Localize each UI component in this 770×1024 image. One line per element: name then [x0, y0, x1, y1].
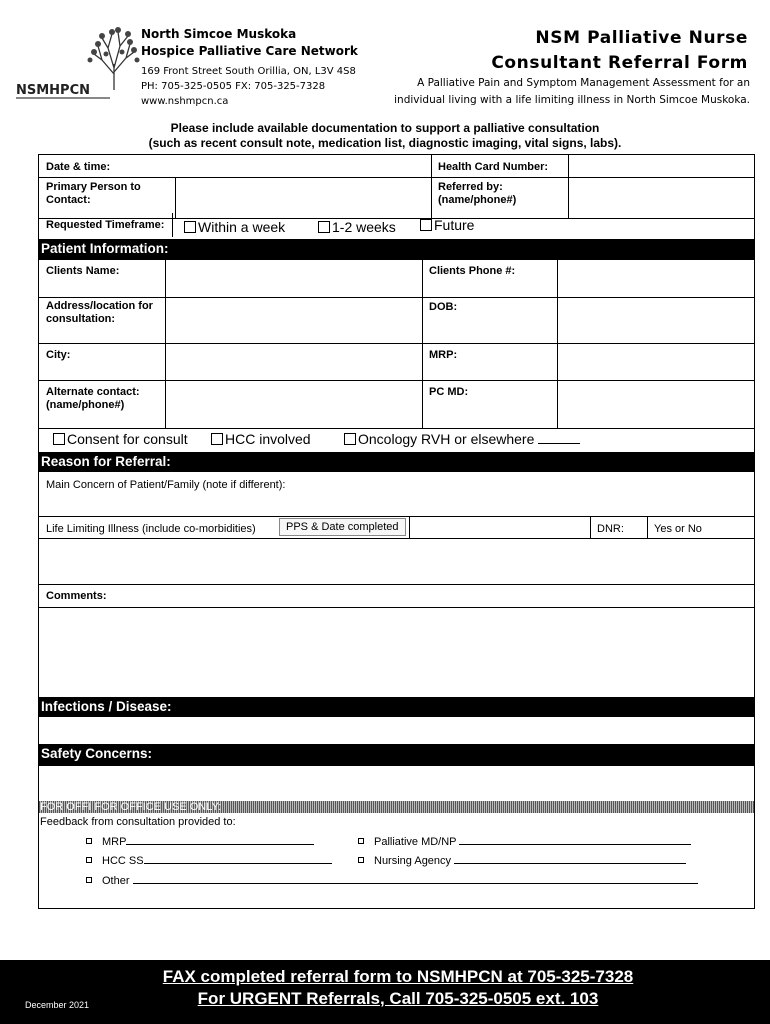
footer-banner	[0, 960, 770, 1024]
office-use-only-header: FOR OFFI FOR OFFICE USE ONLY:	[39, 801, 754, 813]
feedback-hcc-ss[interactable]: HCC SS	[86, 854, 332, 868]
nsmhpcn-logo	[14, 24, 140, 104]
logo-wordmark: NSMHPCN	[16, 83, 91, 98]
life-limiting-illness-field[interactable]	[40, 539, 754, 583]
clients-name-field[interactable]	[166, 261, 422, 297]
clients-name-label: Clients Name:	[46, 265, 120, 277]
urgent-referral-instruction: For URGENT Referrals, Call 705-325-0505 ext. 103	[197, 989, 599, 1008]
city-label: City:	[46, 349, 71, 361]
mrp-field[interactable]	[558, 344, 754, 380]
referred-by-line2: (name/phone#)	[438, 194, 517, 206]
timeframe-future[interactable]: Future	[420, 217, 474, 233]
oncology-checkbox[interactable]: Oncology RVH or elsewhere	[344, 431, 580, 447]
primary-person-line2: Contact:	[46, 194, 91, 206]
primary-person-label	[46, 181, 141, 207]
org-name-line2: Hospice Palliative Care Network	[141, 44, 358, 58]
alternate-contact-field[interactable]	[166, 381, 422, 428]
address-line1: Address/location for	[46, 300, 153, 312]
form-subtitle	[350, 75, 750, 109]
instruction-line1: Please include available documentation to support a palliative consultation	[170, 121, 600, 135]
documentation-instruction	[0, 121, 770, 151]
pps-date-completed-label: PPS & Date completed	[279, 518, 406, 536]
clients-phone-field[interactable]	[558, 261, 754, 297]
dob-label: DOB:	[429, 301, 458, 313]
life-limiting-illness-label: Life Limiting Illness (include co-morbidities)	[46, 523, 256, 535]
timeframe-within-week[interactable]: Within a week	[184, 219, 285, 235]
timeframe-1-2-weeks[interactable]: 1-2 weeks	[318, 219, 396, 235]
org-address: 169 Front Street South Orillia, ON, L3V 4S8	[141, 66, 356, 77]
primary-person-line1: Primary Person to	[46, 181, 141, 193]
checkbox-icon[interactable]	[86, 857, 92, 863]
city-field[interactable]	[166, 344, 422, 380]
checkbox-icon[interactable]	[420, 219, 432, 231]
pps-date-field[interactable]	[410, 517, 590, 537]
checkbox-icon[interactable]	[86, 877, 92, 883]
checkbox-icon[interactable]	[358, 857, 364, 863]
subtitle-line2: individual living with a life limiting illness in North Simcoe Muskoka.	[394, 94, 750, 106]
organization-block	[141, 26, 381, 109]
form-title	[491, 26, 748, 76]
safety-concerns-header: Safety Concerns:	[39, 744, 754, 766]
hcc-involved-checkbox[interactable]: HCC involved	[211, 431, 311, 447]
checkbox-icon[interactable]	[358, 838, 364, 844]
alternate-contact-line2: (name/phone#)	[46, 399, 125, 411]
primary-person-field[interactable]	[176, 178, 430, 217]
pc-md-field[interactable]	[558, 381, 754, 428]
comments-field[interactable]	[40, 608, 754, 696]
subtitle-line1: A Palliative Pain and Symptom Management Assessment for an	[417, 77, 750, 89]
pc-md-label: PC MD:	[429, 386, 469, 398]
form-title-line1: NSM Palliative Nurse	[535, 28, 748, 48]
infections-disease-header: Infections / Disease:	[39, 697, 754, 717]
requested-timeframe-label: Requested Timeframe:	[46, 219, 165, 231]
date-time-label: Date & time:	[46, 161, 111, 173]
org-phone-fax: PH: 705-325-0505 FX: 705-325-7328	[141, 81, 326, 92]
comments-label: Comments:	[46, 590, 107, 602]
instruction-line2: (such as recent consult note, medication list, diagnostic imaging, vital signs, labs).	[148, 136, 622, 150]
referred-by-field[interactable]	[569, 178, 754, 217]
health-card-label: Health Card Number:	[438, 161, 549, 173]
checkbox-icon[interactable]	[211, 433, 223, 445]
safety-concerns-field[interactable]	[40, 767, 754, 799]
feedback-label: Feedback from consultation provided to:	[40, 816, 236, 828]
clients-phone-label: Clients Phone #:	[429, 265, 516, 277]
fax-instruction: FAX completed referral form to NSMHPCN at 705-325-7328	[162, 967, 634, 986]
infections-disease-field[interactable]	[40, 718, 754, 743]
mrp-label: MRP:	[429, 349, 458, 361]
health-card-field[interactable]	[569, 156, 754, 176]
address-label	[46, 300, 153, 326]
dob-field[interactable]	[558, 298, 754, 343]
patient-information-header: Patient Information:	[39, 239, 754, 260]
main-concern-field[interactable]	[40, 493, 754, 515]
consent-for-consult-checkbox[interactable]: Consent for consult	[53, 431, 188, 447]
address-line2: consultation:	[46, 313, 116, 325]
org-name-line1: North Simcoe Muskoka	[141, 27, 297, 41]
referred-by-label	[438, 181, 516, 207]
checkbox-icon[interactable]	[53, 433, 65, 445]
feedback-palliative-md-np[interactable]: Palliative MD/NP	[358, 835, 691, 849]
oncology-location-blank[interactable]	[538, 432, 580, 444]
alternate-contact-label	[46, 386, 140, 412]
checkbox-icon[interactable]	[86, 838, 92, 844]
org-website: www.nshmpcn.ca	[141, 96, 229, 107]
checkbox-icon[interactable]	[318, 221, 330, 233]
feedback-mrp[interactable]: MRP	[86, 835, 314, 849]
dnr-yes-or-no[interactable]: Yes or No	[654, 523, 702, 535]
checkbox-icon[interactable]	[344, 433, 356, 445]
alternate-contact-line1: Alternate contact:	[46, 386, 140, 398]
feedback-nursing-agency[interactable]: Nursing Agency	[358, 854, 686, 868]
address-field[interactable]	[166, 298, 422, 343]
referral-form	[38, 154, 755, 909]
feedback-other[interactable]: Other	[86, 874, 698, 888]
form-title-line2: Consultant Referral Form	[491, 53, 748, 73]
revision-date: December 2021	[25, 1000, 90, 1010]
main-concern-label: Main Concern of Patient/Family (note if different):	[46, 479, 286, 491]
dnr-label: DNR:	[597, 523, 624, 535]
referred-by-line1: Referred by:	[438, 181, 503, 193]
reason-for-referral-header: Reason for Referral:	[39, 452, 754, 472]
checkbox-icon[interactable]	[184, 221, 196, 233]
